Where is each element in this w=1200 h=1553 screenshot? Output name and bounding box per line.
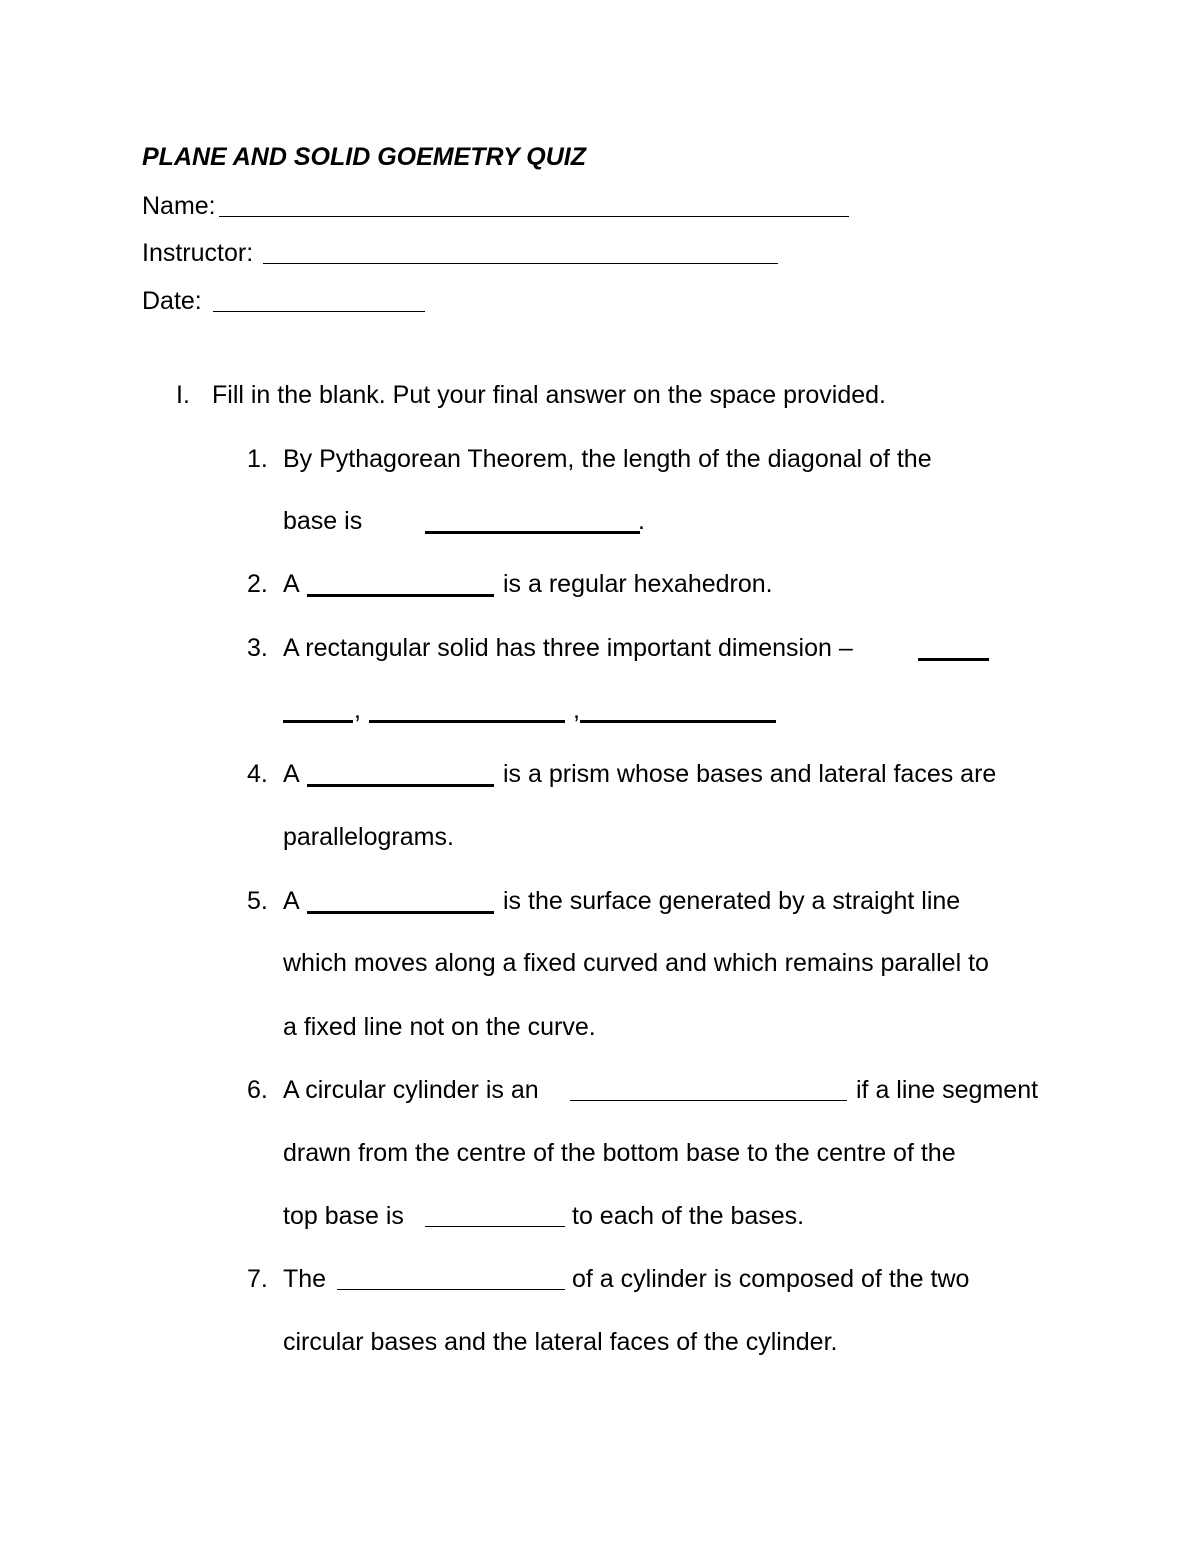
question-text: is the surface generated by a straight line bbox=[503, 887, 961, 915]
question-text: A bbox=[283, 887, 300, 915]
question-text: base is bbox=[283, 507, 363, 535]
section-numeral: I. bbox=[176, 381, 190, 409]
question-text: parallelograms. bbox=[283, 823, 454, 851]
answer-blank[interactable] bbox=[580, 720, 776, 723]
instructor-field[interactable] bbox=[263, 263, 778, 264]
question-number: 2. bbox=[247, 570, 268, 598]
question-text: if a line segment bbox=[856, 1076, 1039, 1104]
question-text: A rectangular solid has three important dimension – bbox=[283, 634, 853, 662]
question-number: 1. bbox=[247, 445, 268, 473]
answer-blank[interactable] bbox=[307, 911, 494, 914]
answer-blank[interactable] bbox=[283, 720, 353, 723]
answer-blank[interactable] bbox=[918, 658, 989, 661]
question-text: top base is bbox=[283, 1202, 404, 1230]
name-field[interactable] bbox=[219, 216, 849, 217]
question-number: 7. bbox=[247, 1265, 268, 1293]
question-number: 6. bbox=[247, 1076, 268, 1104]
question-number: 5. bbox=[247, 887, 268, 915]
question-text: A bbox=[283, 570, 300, 598]
question-text: a fixed line not on the curve. bbox=[283, 1013, 596, 1041]
question-text: A circular cylinder is an bbox=[283, 1076, 539, 1104]
question-separator: , bbox=[573, 696, 580, 724]
question-text: A bbox=[283, 760, 300, 788]
answer-blank[interactable] bbox=[425, 531, 640, 534]
date-label: Date: bbox=[142, 287, 202, 315]
answer-blank[interactable] bbox=[337, 1289, 565, 1290]
name-label: Name: bbox=[142, 192, 216, 220]
question-number: 4. bbox=[247, 760, 268, 788]
answer-blank[interactable] bbox=[425, 1226, 565, 1227]
question-text: drawn from the centre of the bottom base to the centre of the bbox=[283, 1139, 956, 1167]
question-text: to each of the bases. bbox=[572, 1202, 805, 1230]
question-text: By Pythagorean Theorem, the length of the diagonal of the bbox=[283, 445, 932, 473]
question-text: circular bases and the lateral faces of the cylinder. bbox=[283, 1328, 838, 1356]
section-instruction: Fill in the blank. Put your final answer on the space provided. bbox=[212, 381, 886, 409]
question-text: The bbox=[283, 1265, 327, 1293]
question-text: is a prism whose bases and lateral faces are bbox=[503, 760, 997, 788]
instructor-label: Instructor: bbox=[142, 239, 254, 267]
answer-blank[interactable] bbox=[369, 720, 565, 723]
page-title: PLANE AND SOLID GOEMETRY QUIZ bbox=[142, 143, 587, 171]
answer-blank[interactable] bbox=[307, 784, 494, 787]
question-separator: , bbox=[354, 696, 361, 724]
answer-blank[interactable] bbox=[307, 594, 494, 597]
question-text: of a cylinder is composed of the two bbox=[572, 1265, 970, 1293]
question-number: 3. bbox=[247, 634, 268, 662]
question-punctuation: . bbox=[638, 507, 645, 535]
date-field[interactable] bbox=[213, 311, 425, 312]
question-text: is a regular hexahedron. bbox=[503, 570, 773, 598]
answer-blank[interactable] bbox=[570, 1100, 847, 1101]
question-text: which moves along a fixed curved and which remains parallel to bbox=[283, 949, 989, 977]
